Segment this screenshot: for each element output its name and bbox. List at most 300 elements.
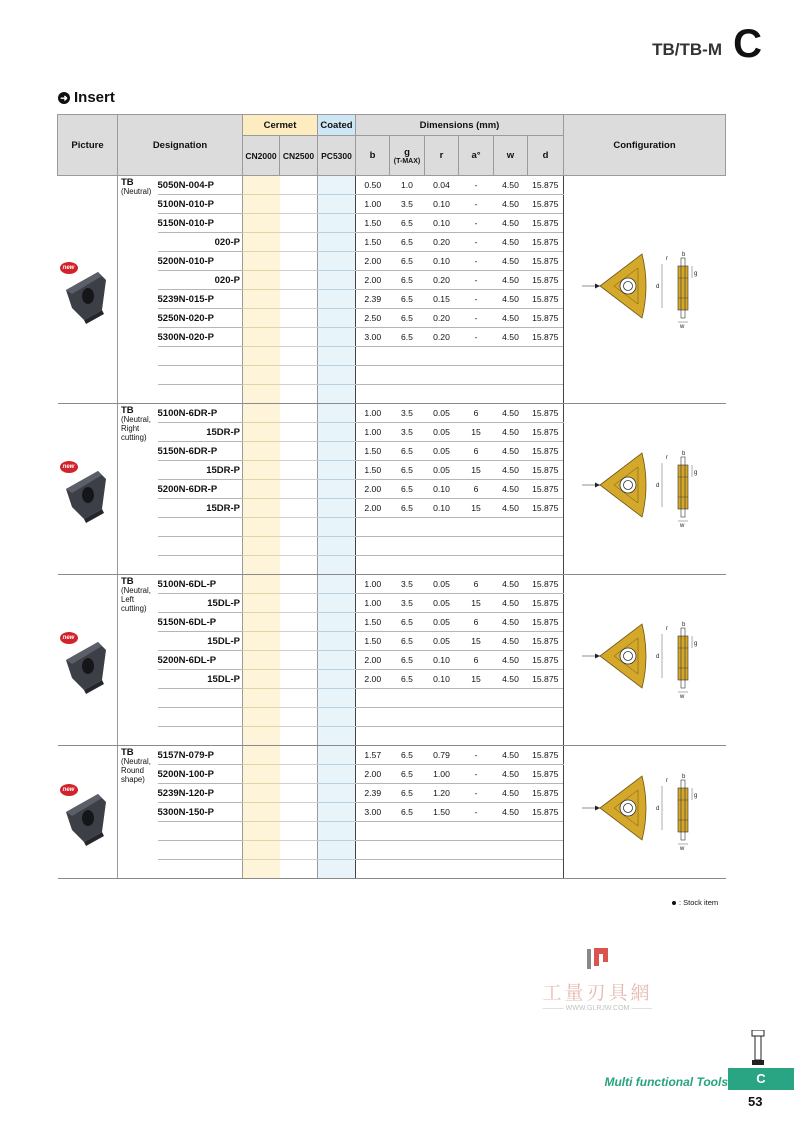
dim-d-cell [528, 366, 564, 385]
grade-cn2000-cell [243, 385, 280, 404]
dim-g-cell: 6.5 [390, 233, 425, 252]
grade-cn2500-cell [280, 271, 318, 290]
dim-b-cell: 2.00 [356, 765, 390, 784]
dim-a-cell: 15 [459, 423, 494, 442]
dim-r-cell: 0.20 [425, 271, 459, 290]
grade-cn2000-cell [243, 290, 280, 309]
dim-b-cell: 2.00 [356, 499, 390, 518]
dim-b-cell: 1.50 [356, 632, 390, 651]
grade-cn2000-cell [243, 195, 280, 214]
header-dim-r: r [425, 136, 459, 176]
dim-w-cell [494, 822, 528, 841]
dim-b-cell [356, 727, 390, 746]
dim-a-cell: 6 [459, 613, 494, 632]
grade-pc5300-cell [318, 423, 356, 442]
dim-r-cell: 0.05 [425, 461, 459, 480]
dim-d-cell: 15.875 [528, 632, 564, 651]
grade-cn2000-cell [243, 423, 280, 442]
dim-d-cell: 15.875 [528, 233, 564, 252]
header-designation: Designation [118, 115, 243, 176]
insert-diagram-icon [580, 447, 710, 531]
dim-b-cell: 1.50 [356, 613, 390, 632]
dim-w-cell: 4.50 [494, 309, 528, 328]
grade-cn2500-cell [280, 518, 318, 537]
dim-d-cell [528, 385, 564, 404]
dim-d-cell: 15.875 [528, 461, 564, 480]
svg-text:d: d [655, 283, 660, 290]
grade-cn2000-cell [243, 518, 280, 537]
grade-pc5300-cell [318, 651, 356, 670]
grade-pc5300-cell [318, 366, 356, 385]
page-number: 53 [748, 1094, 763, 1109]
dim-a-cell [459, 689, 494, 708]
dim-g-cell [390, 822, 425, 841]
dim-d-cell: 15.875 [528, 594, 564, 613]
dim-w-cell [494, 860, 528, 879]
designation-cell [158, 537, 243, 556]
dim-d-cell [528, 727, 564, 746]
grade-cn2000-cell [243, 328, 280, 347]
dim-a-cell: 6 [459, 442, 494, 461]
dim-r-cell: 0.05 [425, 575, 459, 594]
dim-d-cell [528, 841, 564, 860]
svg-text:r: r [665, 778, 668, 784]
dim-g-cell [390, 537, 425, 556]
new-badge: new [60, 784, 78, 796]
dim-r-cell: 0.20 [425, 309, 459, 328]
designation-cell [158, 385, 243, 404]
grade-cn2500-cell [280, 385, 318, 404]
dim-b-cell: 2.00 [356, 651, 390, 670]
designation-cell: 5239N-120-P [158, 784, 243, 803]
dim-r-cell [425, 708, 459, 727]
designation-cell: 5050N-004-P [158, 176, 243, 195]
grade-cn2500-cell [280, 613, 318, 632]
dim-w-cell: 4.50 [494, 784, 528, 803]
dim-a-cell: - [459, 309, 494, 328]
dim-b-cell [356, 860, 390, 879]
header-picture: Picture [58, 115, 118, 176]
grade-pc5300-cell [318, 632, 356, 651]
dim-a-cell: - [459, 328, 494, 347]
dim-w-cell [494, 518, 528, 537]
grade-cn2000-cell [243, 727, 280, 746]
dim-w-cell: 4.50 [494, 803, 528, 822]
header-code: TB/TB-M [652, 40, 722, 59]
svg-text:r: r [665, 455, 668, 461]
dim-d-cell: 15.875 [528, 765, 564, 784]
grade-pc5300-cell [318, 385, 356, 404]
grade-cn2500-cell [280, 556, 318, 575]
grade-cn2500-cell [280, 594, 318, 613]
svg-text:b: b [681, 622, 686, 628]
dim-g-cell: 6.5 [390, 328, 425, 347]
dim-w-cell: 4.50 [494, 613, 528, 632]
dim-a-cell: 15 [459, 461, 494, 480]
designation-cell: 15DR-P [158, 423, 243, 442]
svg-text:d: d [655, 654, 660, 660]
dim-b-cell: 1.00 [356, 575, 390, 594]
grade-cn2000-cell [243, 651, 280, 670]
grade-pc5300-cell [318, 594, 356, 613]
dim-a-cell [459, 347, 494, 366]
dim-g-cell: 6.5 [390, 214, 425, 233]
dim-r-cell: 0.20 [425, 328, 459, 347]
svg-text:d: d [655, 483, 660, 489]
dim-d-cell: 15.875 [528, 252, 564, 271]
dim-b-cell: 2.00 [356, 252, 390, 271]
grade-pc5300-cell [318, 195, 356, 214]
dim-w-cell: 4.50 [494, 404, 528, 423]
dim-d-cell [528, 518, 564, 537]
grade-cn2500-cell [280, 233, 318, 252]
designation-cell [158, 347, 243, 366]
dim-b-cell [356, 347, 390, 366]
dim-g-cell: 6.5 [390, 309, 425, 328]
dim-g-cell: 6.5 [390, 670, 425, 689]
dim-d-cell: 15.875 [528, 784, 564, 803]
dim-d-cell: 15.875 [528, 746, 564, 765]
grade-cn2000-cell [243, 613, 280, 632]
grade-cn2000-cell [243, 670, 280, 689]
dim-g-cell: 1.0 [390, 176, 425, 195]
designation-cell: 5150N-6DR-P [158, 442, 243, 461]
dim-w-cell: 4.50 [494, 746, 528, 765]
grade-cn2500-cell [280, 841, 318, 860]
dim-b-cell [356, 708, 390, 727]
dim-r-cell: 0.05 [425, 442, 459, 461]
dim-r-cell [425, 518, 459, 537]
dim-g-cell: 6.5 [390, 252, 425, 271]
dim-r-cell [425, 860, 459, 879]
grade-cn2000-cell [243, 404, 280, 423]
dim-r-cell: 0.10 [425, 670, 459, 689]
designation-cell [158, 708, 243, 727]
grade-pc5300-cell [318, 575, 356, 594]
dim-w-cell: 4.50 [494, 594, 528, 613]
grade-cn2500-cell [280, 765, 318, 784]
insert-diagram-icon [580, 770, 710, 854]
stock-dot-icon [672, 901, 676, 905]
grade-cn2000-cell [243, 480, 280, 499]
dim-b-cell: 2.00 [356, 271, 390, 290]
grade-pc5300-cell [318, 309, 356, 328]
svg-text:d: d [655, 806, 660, 812]
dim-b-cell: 1.00 [356, 404, 390, 423]
designation-cell: 5100N-6DR-P [158, 404, 243, 423]
dim-r-cell: 0.10 [425, 651, 459, 670]
designation-cell: 15DR-P [158, 499, 243, 518]
grade-pc5300-cell [318, 784, 356, 803]
grade-cn2500-cell [280, 214, 318, 233]
dim-r-cell [425, 727, 459, 746]
table-row [58, 176, 726, 195]
dim-d-cell [528, 556, 564, 575]
watermark-cn: 工量刃具網 [542, 982, 653, 1004]
dim-g-cell [390, 708, 425, 727]
dim-w-cell: 4.50 [494, 461, 528, 480]
dim-b-cell: 2.50 [356, 309, 390, 328]
dim-a-cell [459, 518, 494, 537]
grade-cn2500-cell [280, 708, 318, 727]
dim-r-cell: 0.10 [425, 499, 459, 518]
dim-b-cell: 1.50 [356, 233, 390, 252]
dim-w-cell: 4.50 [494, 499, 528, 518]
grade-pc5300-cell [318, 670, 356, 689]
dim-a-cell: - [459, 233, 494, 252]
grade-cn2500-cell [280, 176, 318, 195]
dim-r-cell: 0.15 [425, 290, 459, 309]
stock-note: : Stock item [672, 898, 718, 907]
dim-r-cell: 0.20 [425, 233, 459, 252]
dim-a-cell: 15 [459, 594, 494, 613]
grade-cn2500-cell [280, 442, 318, 461]
dim-d-cell: 15.875 [528, 613, 564, 632]
header-configuration: Configuration [564, 115, 726, 176]
designation-cell [158, 366, 243, 385]
grade-cn2500-cell [280, 575, 318, 594]
dim-b-cell: 2.00 [356, 670, 390, 689]
grade-cn2000-cell [243, 347, 280, 366]
insert-photo [58, 575, 118, 746]
footer-tab: C [728, 1068, 794, 1090]
dim-g-cell [390, 556, 425, 575]
dim-w-cell: 4.50 [494, 328, 528, 347]
dim-b-cell: 2.39 [356, 290, 390, 309]
grade-cn2500-cell [280, 480, 318, 499]
grade-cn2500-cell [280, 651, 318, 670]
grade-pc5300-cell [318, 480, 356, 499]
insert-photo [58, 746, 118, 879]
dim-g-cell: 6.5 [390, 290, 425, 309]
dim-b-cell [356, 841, 390, 860]
dim-a-cell: 15 [459, 499, 494, 518]
insert-table [57, 114, 726, 879]
grade-cn2500-cell [280, 499, 318, 518]
dim-r-cell [425, 822, 459, 841]
dim-w-cell: 4.50 [494, 271, 528, 290]
designation-cell: 5200N-6DR-P [158, 480, 243, 499]
insert-diagram-icon [580, 618, 710, 702]
new-badge: new [60, 632, 78, 644]
watermark-logo-icon [585, 945, 611, 971]
dim-w-cell [494, 537, 528, 556]
dim-w-cell: 4.50 [494, 423, 528, 442]
dim-b-cell: 3.00 [356, 803, 390, 822]
dim-w-cell: 4.50 [494, 442, 528, 461]
dim-r-cell: 0.05 [425, 404, 459, 423]
dim-w-cell: 4.50 [494, 632, 528, 651]
grade-cn2500-cell [280, 860, 318, 879]
svg-text:g: g [693, 793, 698, 799]
dim-a-cell: - [459, 214, 494, 233]
designation-cell [158, 727, 243, 746]
grade-cn2500-cell [280, 784, 318, 803]
grade-cn2000-cell [243, 537, 280, 556]
dim-a-cell [459, 860, 494, 879]
dim-d-cell: 15.875 [528, 195, 564, 214]
dim-a-cell: 15 [459, 632, 494, 651]
dim-a-cell: 6 [459, 575, 494, 594]
designation-cell: 5300N-020-P [158, 328, 243, 347]
svg-text:b: b [681, 451, 686, 457]
dim-a-cell: 6 [459, 404, 494, 423]
grade-pc5300-cell [318, 689, 356, 708]
dim-g-cell: 6.5 [390, 271, 425, 290]
grade-cn2500-cell [280, 423, 318, 442]
dim-d-cell: 15.875 [528, 404, 564, 423]
dim-g-cell: 6.5 [390, 746, 425, 765]
dim-w-cell [494, 841, 528, 860]
dim-a-cell [459, 385, 494, 404]
grade-cn2000-cell [243, 594, 280, 613]
table-row [58, 575, 726, 594]
dim-a-cell: - [459, 803, 494, 822]
dim-g-cell: 6.5 [390, 442, 425, 461]
dim-w-cell: 4.50 [494, 670, 528, 689]
dim-w-cell: 4.50 [494, 233, 528, 252]
grade-pc5300-cell [318, 727, 356, 746]
dim-b-cell [356, 366, 390, 385]
svg-text:g: g [693, 270, 698, 277]
svg-text:w: w [679, 846, 685, 852]
grade-cn2000-cell [243, 176, 280, 195]
designation-cell: 15DL-P [158, 594, 243, 613]
dim-a-cell [459, 708, 494, 727]
dim-d-cell: 15.875 [528, 575, 564, 594]
dim-b-cell: 2.39 [356, 784, 390, 803]
dim-g-cell: 6.5 [390, 613, 425, 632]
grade-pc5300-cell [318, 328, 356, 347]
dim-w-cell: 4.50 [494, 480, 528, 499]
dim-d-cell: 15.875 [528, 176, 564, 195]
grade-cn2000-cell [243, 252, 280, 271]
grade-cn2500-cell [280, 727, 318, 746]
grade-cn2500-cell [280, 347, 318, 366]
dim-r-cell [425, 841, 459, 860]
designation-cell [158, 822, 243, 841]
insert-photo-icon [58, 449, 118, 529]
dim-w-cell [494, 347, 528, 366]
grade-cn2500-cell [280, 328, 318, 347]
grade-cn2000-cell [243, 556, 280, 575]
designation-cell [158, 860, 243, 879]
grade-pc5300-cell [318, 347, 356, 366]
header-grade: CN2500 [280, 136, 318, 176]
dim-g-cell: 6.5 [390, 803, 425, 822]
grade-cn2000-cell [243, 860, 280, 879]
grade-cn2500-cell [280, 252, 318, 271]
header-dim-d: d [528, 136, 564, 176]
dim-b-cell: 2.00 [356, 480, 390, 499]
dim-d-cell [528, 689, 564, 708]
dim-d-cell [528, 347, 564, 366]
header-dim-w: w [494, 136, 528, 176]
dim-g-cell: 3.5 [390, 423, 425, 442]
dim-r-cell [425, 385, 459, 404]
dim-a-cell [459, 841, 494, 860]
dim-g-cell [390, 518, 425, 537]
designation-cell: 15DL-P [158, 670, 243, 689]
dim-a-cell: - [459, 176, 494, 195]
footer-label: Multi functional Tools [604, 1075, 728, 1089]
grade-cn2000-cell [243, 271, 280, 290]
grade-cn2000-cell [243, 309, 280, 328]
dim-d-cell: 15.875 [528, 290, 564, 309]
grade-cn2000-cell [243, 632, 280, 651]
dim-a-cell: 6 [459, 651, 494, 670]
dim-b-cell: 1.57 [356, 746, 390, 765]
designation-cell: 5150N-010-P [158, 214, 243, 233]
header-letter: C [733, 22, 762, 66]
dim-g-cell [390, 860, 425, 879]
dim-d-cell: 15.875 [528, 309, 564, 328]
dim-d-cell: 15.875 [528, 328, 564, 347]
dim-d-cell: 15.875 [528, 670, 564, 689]
dim-g-cell: 6.5 [390, 499, 425, 518]
dim-b-cell: 1.50 [356, 461, 390, 480]
designation-cell: 5239N-015-P [158, 290, 243, 309]
grade-cn2000-cell [243, 689, 280, 708]
dim-g-cell: 6.5 [390, 765, 425, 784]
dim-b-cell [356, 556, 390, 575]
header-dim-b: b [356, 136, 390, 176]
dim-g-cell [390, 385, 425, 404]
dim-r-cell [425, 347, 459, 366]
insert-diagram-icon [580, 248, 710, 332]
grade-cn2500-cell [280, 309, 318, 328]
dim-w-cell: 4.50 [494, 575, 528, 594]
new-badge: new [60, 461, 78, 473]
dim-a-cell [459, 822, 494, 841]
grade-cn2500-cell [280, 746, 318, 765]
svg-text:w: w [679, 523, 685, 529]
dim-w-cell: 4.50 [494, 765, 528, 784]
dim-b-cell [356, 822, 390, 841]
grade-cn2500-cell [280, 670, 318, 689]
grade-cn2000-cell [243, 442, 280, 461]
grade-pc5300-cell [318, 404, 356, 423]
designation-cell: 5100N-010-P [158, 195, 243, 214]
grade-cn2000-cell [243, 841, 280, 860]
dim-a-cell [459, 556, 494, 575]
designation-cell: 5200N-100-P [158, 765, 243, 784]
header-dim-a: a° [459, 136, 494, 176]
dim-g-cell: 6.5 [390, 651, 425, 670]
dim-r-cell: 1.20 [425, 784, 459, 803]
svg-text:b: b [681, 774, 686, 780]
designation-cell: 5250N-020-P [158, 309, 243, 328]
dim-w-cell: 4.50 [494, 290, 528, 309]
dim-b-cell: 0.50 [356, 176, 390, 195]
insert-photo-icon [58, 250, 118, 330]
grade-cn2500-cell [280, 689, 318, 708]
dim-a-cell [459, 366, 494, 385]
grade-pc5300-cell [318, 252, 356, 271]
dim-d-cell [528, 822, 564, 841]
designation-cell: 5100N-6DL-P [158, 575, 243, 594]
configuration-diagram [564, 404, 726, 575]
dim-r-cell: 0.05 [425, 632, 459, 651]
dim-g-cell: 3.5 [390, 575, 425, 594]
dim-b-cell: 1.50 [356, 214, 390, 233]
dim-g-cell: 6.5 [390, 784, 425, 803]
grade-cn2000-cell [243, 746, 280, 765]
dim-r-cell: 0.79 [425, 746, 459, 765]
dim-a-cell: - [459, 746, 494, 765]
dim-d-cell [528, 708, 564, 727]
grade-cn2500-cell [280, 632, 318, 651]
